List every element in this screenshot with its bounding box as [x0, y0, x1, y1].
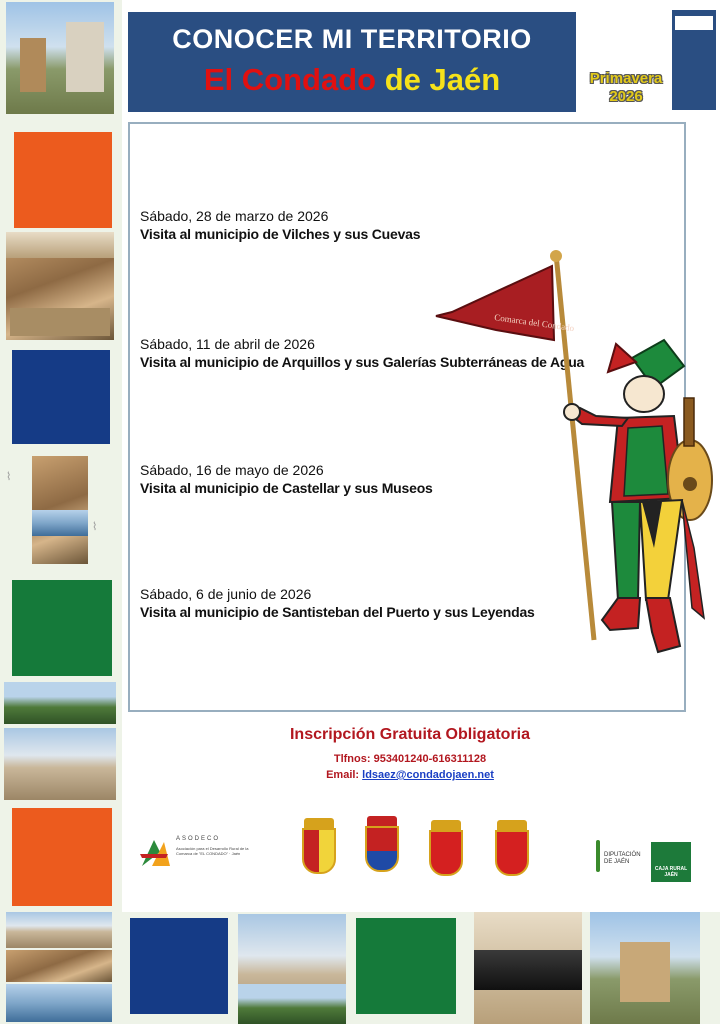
- coat-of-arms-1: [302, 818, 336, 888]
- title-line-1: CONOCER MI TERRITORIO: [172, 24, 532, 54]
- orange-square-lower: [12, 808, 112, 906]
- jester-right-boot: [646, 598, 680, 652]
- event-item: [140, 462, 433, 496]
- coat-of-arms-3: [428, 820, 464, 890]
- jester-tunic-panel: [624, 426, 668, 496]
- flag-text: Comarca del Condado: [493, 312, 575, 334]
- caja-rural-name: CAJA RURAL JAÉN: [654, 866, 688, 878]
- event-title: Visita al municipio de Castellar y sus Museos: [140, 480, 433, 496]
- orange-square: [14, 132, 112, 228]
- phones-value: 953401240-616311128: [373, 753, 487, 765]
- asodeco-logo: [138, 834, 250, 874]
- lute-soundhole: [683, 477, 697, 491]
- photo-village: [4, 728, 116, 800]
- event-title: Visita al municipio de Arquillos y sus Galerías Subterráneas de Agua: [140, 354, 585, 370]
- season-label: [578, 70, 674, 106]
- asodeco-name: ASODECO: [176, 836, 221, 842]
- photo-village-bottom: [6, 912, 112, 948]
- registration-heading: Inscripción Gratuita Obligatoria: [289, 726, 531, 743]
- lute-neck: [684, 398, 694, 446]
- blue-square: [12, 350, 110, 444]
- flag-pole: [556, 254, 594, 640]
- photo-rocks-bottom: [6, 950, 112, 982]
- photo-church-tower: [6, 2, 114, 114]
- diputacion-mark-icon: [596, 840, 600, 872]
- coat-of-arms-2: [362, 816, 402, 886]
- phones-line: [200, 753, 620, 765]
- title-line-2: [128, 62, 576, 98]
- pole-finial: [550, 250, 562, 262]
- pennant-flag: [436, 266, 554, 340]
- title-red-text: El Condado: [203, 62, 377, 97]
- photo-gallery-interior: [474, 912, 582, 1024]
- diputacion-logo: [596, 838, 648, 878]
- photo-landscape: [4, 682, 116, 724]
- green-square: [12, 580, 112, 676]
- season-year: 2026: [609, 88, 643, 105]
- asodeco-subtitle: Asociación para el Desarrollo Rural de la Comarca de "EL CONDADO" · Jaén: [176, 846, 249, 856]
- jester-head: [624, 376, 664, 412]
- title-yellow-text: de Jaén: [384, 62, 501, 97]
- header-banner: [128, 12, 576, 112]
- event-date: Sábado, 6 de junio de 2026: [140, 586, 312, 602]
- photo-museum-strip: [32, 456, 88, 564]
- coat-of-arms-4: [492, 820, 532, 890]
- asodeco-mark-icon: [138, 836, 172, 870]
- photo-bell-tower: [590, 912, 700, 1024]
- email-line: [200, 769, 620, 781]
- jester-hat-tip: [608, 344, 636, 372]
- registration-block: [200, 726, 620, 781]
- photo-reservoir: [6, 984, 112, 1022]
- sketch-decoration-right: ⌇: [92, 521, 98, 533]
- small-logo-icon: [675, 16, 713, 30]
- event-date: Sábado, 16 de mayo de 2026: [140, 462, 324, 478]
- event-title: Visita al municipio de Vilches y sus Cuevas: [140, 226, 421, 242]
- event-date: Sábado, 11 de abril de 2026: [140, 336, 315, 352]
- jester-hand: [564, 404, 580, 420]
- sketch-decoration-left: ⌇: [6, 471, 12, 483]
- event-item: [140, 208, 420, 242]
- caja-rural-logo: [651, 842, 691, 882]
- jester-left-boot: [602, 598, 640, 630]
- photo-caves: [6, 232, 114, 340]
- green-square-bottom: [356, 918, 456, 1014]
- season-name: Primavera: [589, 70, 663, 87]
- photo-aerial-town: [238, 914, 346, 1024]
- email-link[interactable]: ldsaez@condadojaen.net: [362, 769, 494, 781]
- phones-label: Tlfnos:: [333, 753, 371, 765]
- diputacion-name: DIPUTACIÓN DE JAÉN: [604, 852, 641, 865]
- event-title: Visita al municipio de Santisteban del Puerto y sus Leyendas: [140, 604, 535, 620]
- top-right-panel: [672, 10, 716, 110]
- jester-mascot-illustration: [432, 248, 720, 660]
- event-date: Sábado, 28 de marzo de 2026: [140, 208, 329, 224]
- jester-left-leg: [612, 502, 640, 600]
- blue-square-bottom: [130, 918, 228, 1014]
- email-label: Email:: [326, 769, 360, 781]
